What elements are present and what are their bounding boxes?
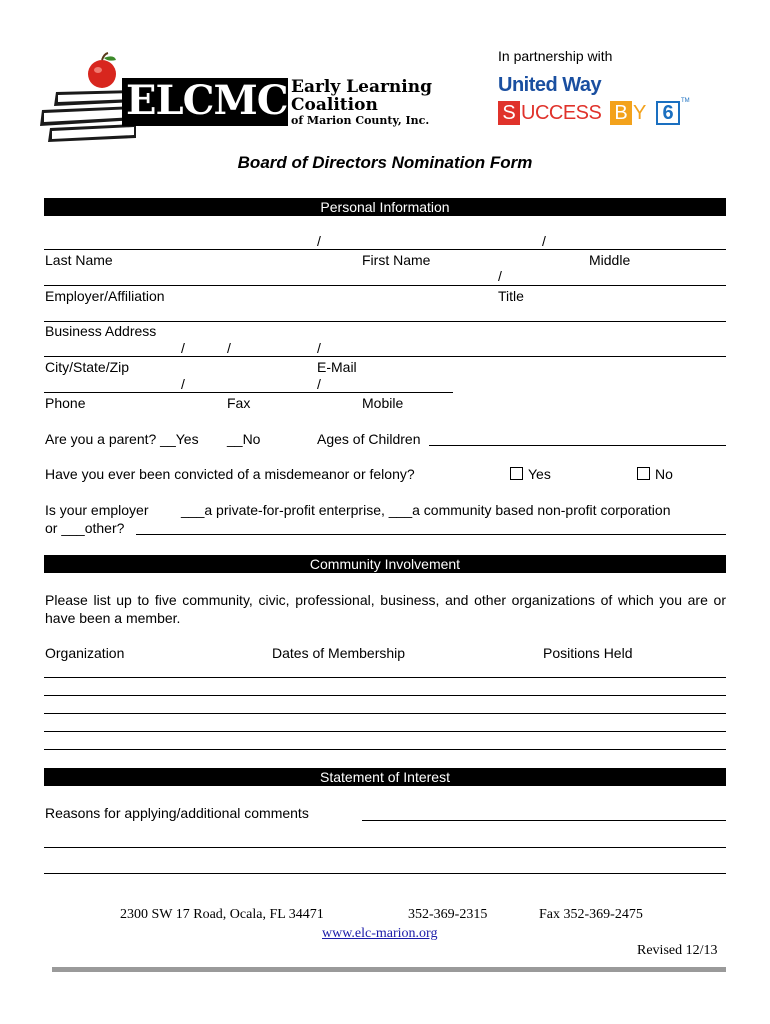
employer-label: Employer/Affiliation	[45, 288, 165, 304]
slash: /	[181, 340, 185, 356]
section-header-statement: Statement of Interest	[44, 768, 726, 786]
footer-phone: 352-369-2315	[408, 907, 488, 922]
city-state-zip-label: City/State/Zip	[45, 359, 130, 375]
footer-address: 2300 SW 17 Road, Ocala, FL 34471	[120, 907, 324, 922]
org-entry-line[interactable]	[44, 731, 726, 732]
mobile-label: Mobile	[362, 395, 404, 411]
organization-column: Organization	[45, 645, 125, 661]
six-digit: 6	[662, 102, 674, 124]
org-entry-line[interactable]	[44, 677, 726, 678]
footer-fax: Fax 352-369-2475	[539, 907, 643, 922]
business-address-line[interactable]	[44, 321, 726, 322]
coalition-line-2: Coalition	[291, 95, 378, 115]
convicted-no-checkbox[interactable]	[637, 467, 650, 480]
other-line[interactable]	[136, 534, 726, 535]
org-entry-line[interactable]	[44, 695, 726, 696]
by-y-letter: Y	[633, 102, 647, 124]
first-name-label: First Name	[362, 252, 431, 268]
org-entry-line[interactable]	[44, 749, 726, 750]
convicted-yes-label: Yes	[528, 466, 551, 482]
fax-label: Fax	[227, 395, 251, 411]
other-label: or ___other?	[45, 520, 125, 536]
phone-line[interactable]	[44, 392, 453, 393]
convicted-no-label: No	[655, 466, 673, 482]
success-text: UCCESS	[521, 102, 602, 124]
footer-divider	[52, 967, 726, 972]
slash: /	[181, 376, 185, 392]
community-instructions: Please list up to five community, civic, professional, business, and other organizations of which you are or have been a member.	[45, 592, 726, 626]
coalition-line-1: Early Learning	[291, 77, 432, 97]
elcmc-wordmark: ELCMC	[126, 77, 288, 124]
comments-line[interactable]	[44, 847, 726, 848]
section-header-community: Community Involvement	[44, 555, 726, 573]
convicted-yes-checkbox[interactable]	[510, 467, 523, 480]
business-address-label: Business Address	[45, 323, 157, 339]
last-name-label: Last Name	[45, 252, 113, 268]
coalition-line-3: of Marion County, Inc.	[291, 114, 430, 127]
reasons-line[interactable]	[362, 820, 726, 821]
page-title: Board of Directors Nomination Form	[237, 153, 533, 172]
slash: /	[317, 376, 321, 392]
convicted-question: Have you ever been convicted of a misdemeanor or felony?	[45, 466, 415, 482]
middle-label: Middle	[589, 252, 631, 268]
revised-date: Revised 12/13	[637, 943, 718, 958]
title-label: Title	[498, 288, 524, 304]
reasons-label: Reasons for applying/additional comments	[45, 805, 309, 821]
ages-line[interactable]	[429, 445, 726, 446]
comments-line[interactable]	[44, 873, 726, 874]
slash: /	[317, 340, 321, 356]
slash: /	[542, 233, 546, 249]
employer-question: Is your employer	[45, 502, 149, 518]
by-b-letter: B	[614, 102, 628, 124]
slash: /	[317, 233, 321, 249]
employer-options: ___a private-for-profit enterprise, ___a community based non-profit corporation	[181, 502, 671, 518]
slash: /	[498, 268, 502, 284]
section-header-personal: Personal Information	[44, 198, 726, 216]
org-entry-line[interactable]	[44, 713, 726, 714]
email-label: E-Mail	[317, 359, 357, 375]
parent-question: Are you a parent? __Yes	[45, 431, 199, 447]
positions-column: Positions Held	[543, 645, 633, 661]
dates-column: Dates of Membership	[272, 645, 406, 661]
success-s-letter: S	[502, 102, 516, 124]
partnership-label: In partnership with	[498, 48, 613, 64]
slash: /	[227, 340, 231, 356]
name-line[interactable]	[44, 249, 726, 250]
ages-label: Ages of Children	[317, 431, 421, 447]
footer-website-link[interactable]: www.elc-marion.org	[322, 926, 438, 941]
phone-label: Phone	[45, 395, 86, 411]
employer-line[interactable]	[44, 285, 726, 286]
trademark: TM	[681, 98, 690, 104]
united-way-text: United Way	[498, 74, 602, 96]
city-email-line[interactable]	[44, 356, 726, 357]
parent-no: __No	[227, 431, 261, 447]
